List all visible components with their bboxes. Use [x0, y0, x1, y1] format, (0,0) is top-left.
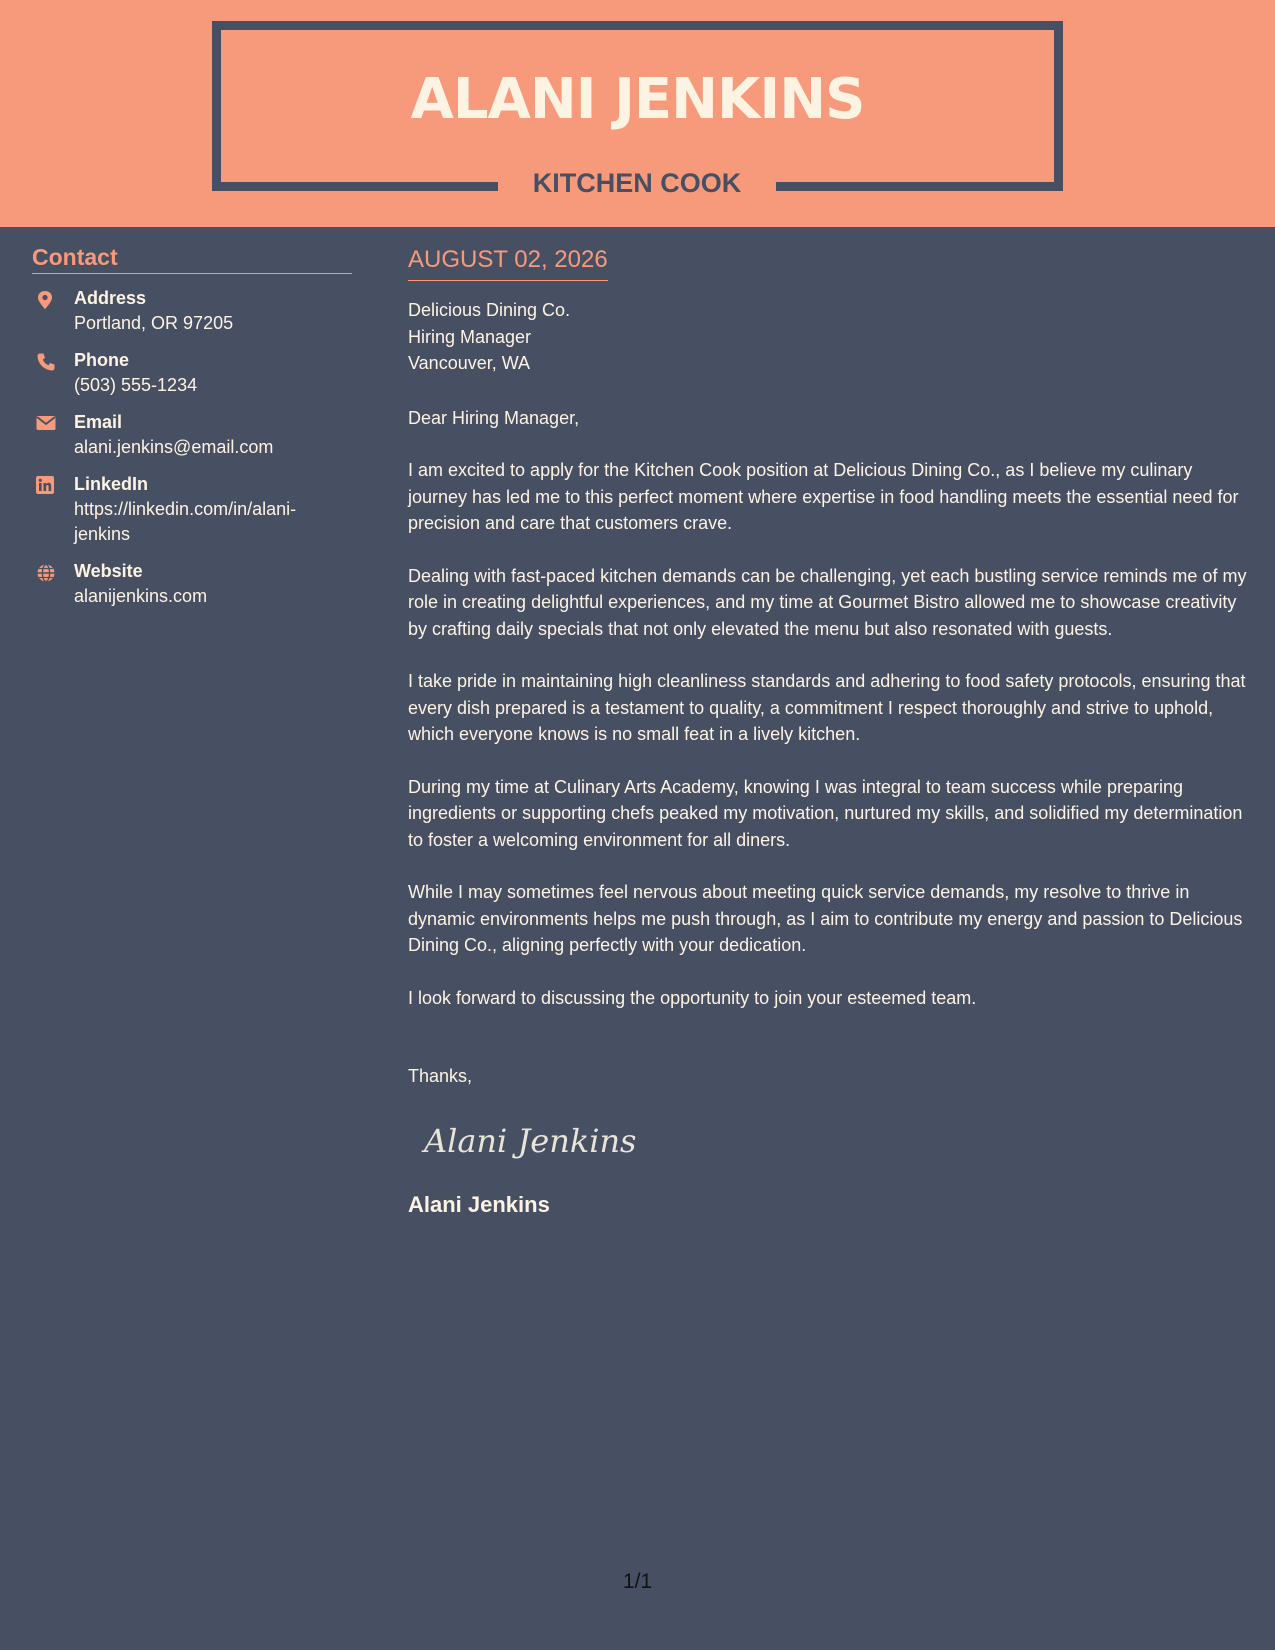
header-banner [0, 0, 1275, 227]
handwritten-signature [420, 1112, 1253, 1172]
job-title: KITCHEN COOK [532, 168, 742, 198]
recipient-location: Vancouver, WA [408, 353, 531, 373]
contact-label: LinkedIn [74, 474, 149, 494]
contact-value[interactable]: https://linkedin.com/in/alani-jenkins [74, 499, 297, 544]
contact-item-phone [32, 348, 352, 398]
contact-label: Website [74, 561, 143, 581]
contact-item-linkedin [32, 472, 352, 547]
contact-label: Address [74, 288, 147, 308]
letter-paragraph: Dealing with fast-paced kitchen demands can be challenging, yet each bustling service reminds me of my role in creating delightful experiences, and my time at Gourmet Bistro allowed me to showcase creativity by crafting daily specials that not only elevated the menu but also resonated with guests. [408, 565, 1247, 639]
recipient-company: Delicious Dining Co. [408, 300, 571, 320]
linkedin-icon [32, 472, 74, 499]
contact-sidebar [32, 242, 352, 621]
closing: Thanks, [408, 1066, 473, 1086]
contact-value: Portland, OR 97205 [74, 313, 234, 333]
contact-label: Phone [74, 350, 130, 370]
contact-label: Email [74, 412, 123, 432]
letter-paragraph: I look forward to discussing the opportunity to join your esteemed team. [408, 987, 977, 1008]
signed-name: Alani Jenkins [408, 1191, 550, 1217]
letter-body [408, 242, 1253, 1220]
contact-item-address [32, 286, 352, 336]
envelope-icon [32, 410, 74, 437]
letter-paragraph: I take pride in maintaining high cleanliness standards and adhering to food safety protocols, ensuring that every dish prepared is a testament to quality, a commitment I respect thoroughly and strive to uphold, which everyone knows is no small feat in a lively kitchen. [408, 671, 1246, 744]
salutation: Dear Hiring Manager, [408, 407, 580, 428]
phone-icon [32, 348, 74, 377]
page-number: 1/1 [622, 1570, 653, 1593]
contact-value[interactable]: alanijenkins.com [74, 586, 208, 606]
signature-text: Alani Jenkins [424, 1121, 637, 1160]
letter-paragraph: During my time at Culinary Arts Academy, knowing I was integral to team success while preparing ingredients or supporting chefs peaked my motivation, nurtured my skills, and solidified my determination to foster a welcoming environment for all diners. [408, 776, 1243, 850]
map-pin-icon [32, 286, 74, 315]
letter-paragraph: While I may sometimes feel nervous about meeting quick service demands, my resolve to thrive in dynamic environments helps me push through, as I aim to contribute my energy and passion to Delicious Dining Co., aligning perfectly with your dedication. [408, 882, 1243, 955]
letter-date: AUGUST 02, 2026 [408, 242, 608, 281]
contact-item-website [32, 559, 352, 609]
contact-heading: Contact [32, 242, 352, 274]
recipient-title: Hiring Manager [408, 326, 532, 347]
candidate-name: ALANI JENKINS [410, 67, 865, 132]
letter-paragraph: I am excited to apply for the Kitchen Cook position at Delicious Dining Co., as I believe my culinary journey has led me to this perfect moment where expertise in food handling meets the essential need for precision and care that customers crave. [408, 460, 1239, 533]
contact-item-email [32, 410, 352, 460]
globe-icon [32, 559, 74, 588]
contact-value: alani.jenkins@email.com [74, 437, 274, 457]
recipient-block [408, 297, 1253, 377]
contact-list [32, 286, 352, 609]
contact-value: (503) 555-1234 [74, 375, 198, 395]
